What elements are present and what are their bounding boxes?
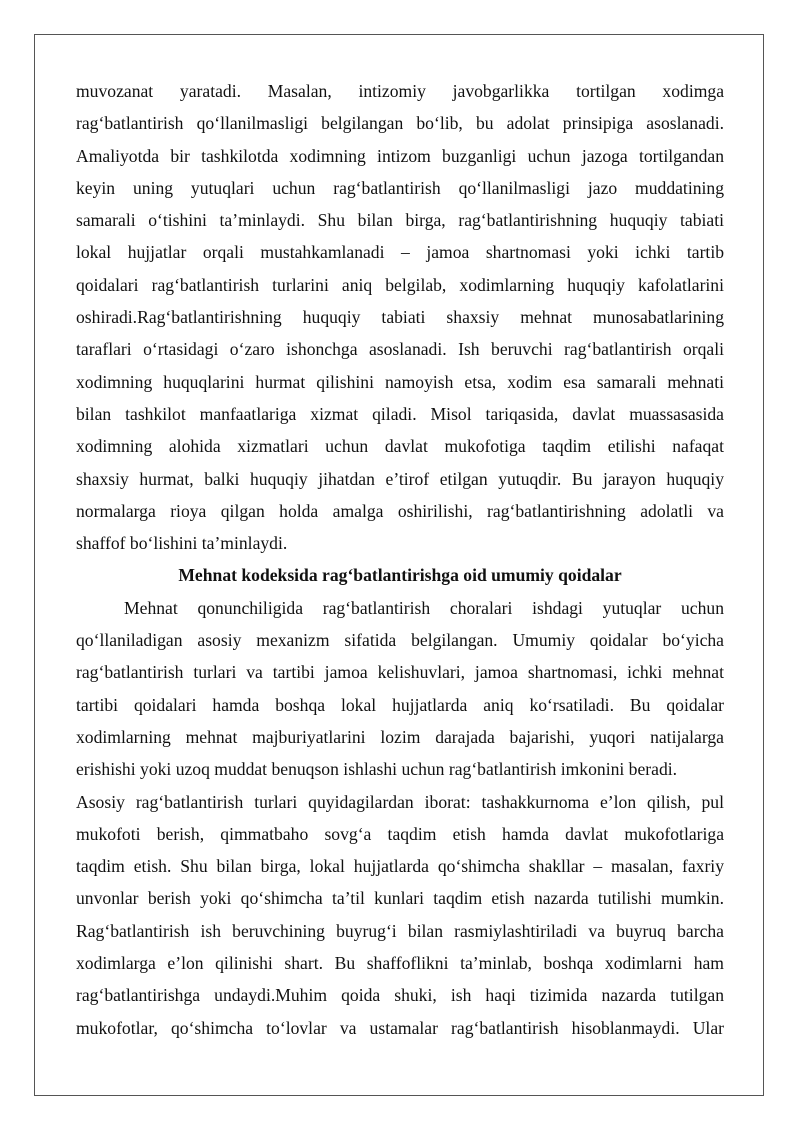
text-line: Mehnat qonunchiligida rag‘batlantirish choralari ishdagi yutuqlar uchun: [124, 597, 724, 618]
text-line: xodimning alohida xizmatlari uchun davlat mukofotiga taqdim etilishi nafaqat: [76, 436, 724, 457]
paragraph-3: [76, 786, 724, 1044]
text-line: rag‘batlantirish turlari va tartibi jamoa kelishuvlari, jamoa shartnomasi, ichki mehnat: [76, 662, 724, 683]
text-line: tartibi qoidalari hamda boshqa lokal hujjatlarda aniq ko‘rsatiladi. Bu qoidalar: [76, 694, 724, 715]
text-line: muvozanat yaratadi. Masalan, intizomiy javobgarlikka tortilgan xodimga: [76, 81, 724, 101]
text-line: erishishi yoki uzoq muddat benuqson ishlashi uchun rag‘batlantirish imkonini beradi.: [76, 759, 678, 780]
text-line: oshiradi.Rag‘batlantirishning huquqiy tabiati shaxsiy mehnat munosabatlarining: [76, 307, 724, 328]
text-line: Rag‘batlantirish ish beruvchining buyrug‘i bilan rasmiylashtiriladi va buyruq barcha: [76, 920, 724, 941]
text-line: shaffof bo‘lishini ta’minlaydi.: [76, 533, 288, 554]
text-line: bilan tashkilot manfaatlariga xizmat qiladi. Misol tariqasida, davlat muassasasida: [76, 403, 724, 424]
text-line: xodimlarning mehnat majburiyatlarini lozim darajada bajarishi, yuqori natijalarga: [76, 726, 724, 747]
section-heading: Mehnat kodeksida rag‘batlantirishga oid umumiy qoidalar: [178, 565, 622, 586]
text-line: keyin uning yutuqlari uchun rag‘batlantirish qo‘llanilmasligi jazo muddatining: [76, 177, 724, 198]
text-line: Amaliyotda bir tashkilotda xodimning intizom buzganligi uchun jazoga tortilgandan: [76, 145, 724, 166]
paragraph-1: [76, 75, 724, 559]
text-line: xodimning huquqlarini hurmat qilishini namoyish etsa, xodim esa samarali mehnati: [76, 371, 724, 392]
text-line: qoidalari rag‘batlantirish turlarini aniq belgilab, xodimlarning huquqiy kafolatlarini: [76, 274, 724, 295]
text-line: mukofoti berish, qimmatbaho sovg‘a taqdim etish hamda davlat mukofotlariga: [76, 823, 724, 844]
text-line: rag‘batlantirish qo‘llanilmasligi belgilangan bo‘lib, bu adolat prinsipiga asoslanadi.: [76, 113, 724, 134]
text-line: unvonlar berish yoki qo‘shimcha ta’til kunlari taqdim etish nazarda tutilishi mumkin.: [76, 888, 724, 909]
text-line: qo‘llaniladigan asosiy mexanizm sifatida belgilangan. Umumiy qoidalar bo‘yicha: [76, 630, 724, 651]
text-line: normalarga rioya qilgan holda amalga oshirilishi, rag‘batlantirishning adolatli va: [76, 500, 724, 521]
document-body: [76, 75, 724, 1044]
text-line: shaxsiy hurmat, balki huquqiy jihatdan e’tirof etilgan yutuqdir. Bu jarayon huquqiy: [76, 468, 724, 489]
text-line: Asosiy rag‘batlantirish turlari quyidagilardan iborat: tashakkurnoma e’lon qilish, pul: [76, 791, 724, 812]
text-line: mukofotlar, qo‘shimcha to‘lovlar va ustamalar rag‘batlantirish hisoblanmaydi. Ular: [76, 1017, 724, 1038]
text-line: lokal hujjatlar orqali mustahkamlanadi – jamoa shartnomasi yoki ichki tartib: [76, 242, 724, 263]
text-line: xodimlarga e’lon qilinishi shart. Bu shaffoflikni ta’minlab, boshqa xodimlarni ham: [76, 953, 724, 974]
text-line: taqdim etish. Shu bilan birga, lokal hujjatlarda qo‘shimcha shakllar – masalan, faxriy: [76, 856, 724, 877]
text-line: rag‘batlantirishga undaydi.Muhim qoida shuki, ish haqi tizimida nazarda tutilgan: [76, 985, 724, 1006]
paragraph-2: [76, 592, 724, 786]
text-line: taraflari o‘rtasidagi o‘zaro ishonchga asoslanadi. Ish beruvchi rag‘batlantirish orqali: [76, 339, 724, 360]
text-line: samarali o‘tishini ta’minlaydi. Shu bilan birga, rag‘batlantirishning huquqiy tabiati: [76, 210, 724, 231]
